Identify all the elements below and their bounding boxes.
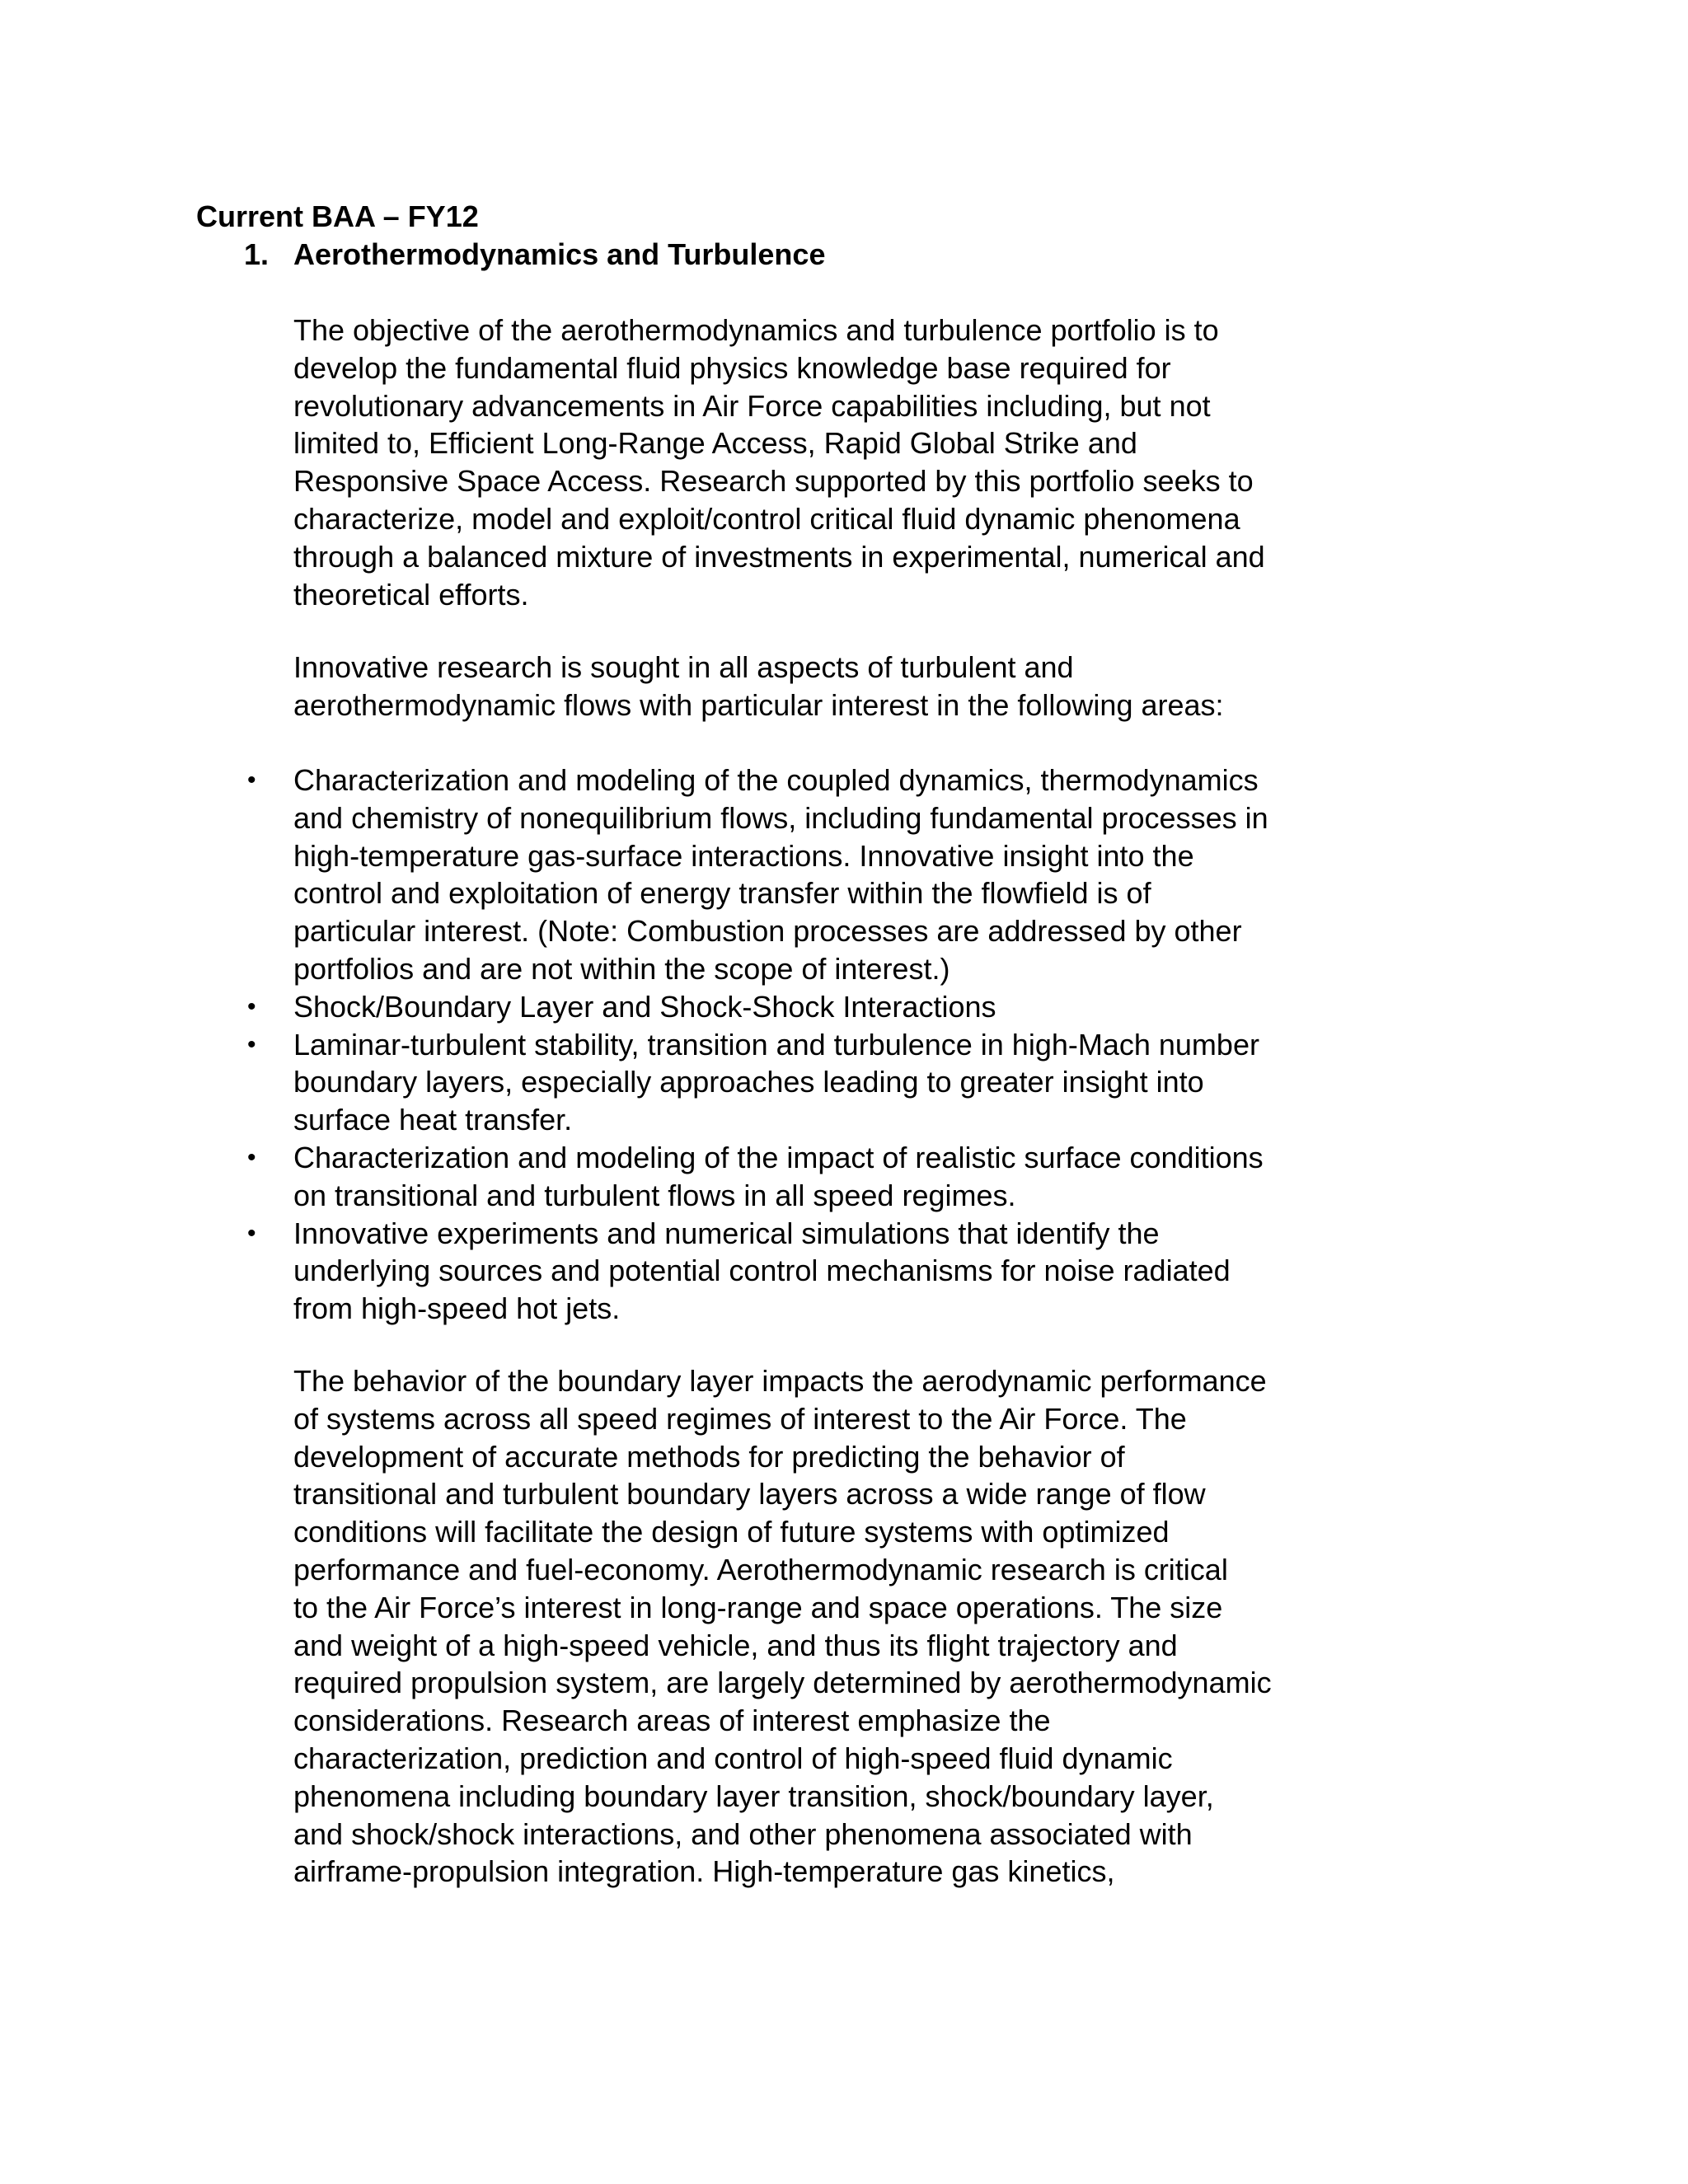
bullet-icon: • (247, 1030, 256, 1058)
document-header: Current BAA – FY12 (196, 199, 479, 233)
boundary-layer-paragraph (293, 1362, 1390, 1891)
list-item-line: portfolios and are not within the scope of interest.) (293, 951, 950, 986)
paragraph-line: considerations. Research areas of interest emphasize the (293, 1704, 1051, 1738)
section-heading (244, 236, 825, 274)
list-item-line: on transitional and turbulent flows in all speed regimes. (293, 1178, 1016, 1212)
list-item (244, 1026, 1398, 1139)
paragraph-line: required propulsion system, are largely determined by aerothermodynamic (293, 1666, 1272, 1700)
paragraph-line: characterization, prediction and control of high-speed fluid dynamic (293, 1741, 1173, 1775)
paragraph-line: The objective of the aerothermodynamics and turbulence portfolio is to (293, 313, 1219, 347)
list-item-line: Characterization and modeling of the impact of realistic surface conditions (293, 1140, 1264, 1174)
bullet-icon: • (247, 1219, 256, 1247)
paragraph-line: and shock/shock interactions, and other phenomena associated with (293, 1816, 1193, 1851)
list-item-line: Laminar-turbulent stability, transition and turbulence in high-Mach number (293, 1027, 1259, 1062)
paragraph-line: of systems across all speed regimes of interest to the Air Force. The (293, 1401, 1187, 1436)
paragraph-line: The behavior of the boundary layer impacts the aerodynamic performance (293, 1364, 1267, 1398)
list-item-line: and chemistry of nonequilibrium flows, including fundamental processes in (293, 800, 1268, 835)
paragraph-line: through a balanced mixture of investments in experimental, numerical and (293, 539, 1265, 574)
paragraph-line: to the Air Force’s interest in long-range and space operations. The size (293, 1590, 1223, 1624)
list-item-line: surface heat transfer. (293, 1103, 573, 1137)
section-title: Aerothermodynamics and Turbulence (293, 237, 826, 271)
paragraph-line: aerothermodynamic flows with particular interest in the following areas: (293, 687, 1224, 722)
bullet-icon: • (247, 1143, 256, 1171)
list-item-line: from high-speed hot jets. (293, 1291, 621, 1326)
paragraph-line: and weight of a high-speed vehicle, and thus its flight trajectory and (293, 1628, 1178, 1662)
list-item-line: Characterization and modeling of the coupled dynamics, thermodynamics (293, 763, 1259, 797)
list-item (244, 1215, 1398, 1328)
list-item-line: boundary layers, especially approaches leading to greater insight into (293, 1065, 1204, 1099)
list-item-line: Shock/Boundary Layer and Shock-Shock Interactions (293, 989, 996, 1024)
paragraph-line: development of accurate methods for predicting the behavior of (293, 1439, 1125, 1474)
paragraph-line: theoretical efforts. (293, 577, 529, 612)
list-item-line: particular interest. (Note: Combustion processes are addressed by other (293, 914, 1242, 949)
paragraph-line: airframe-propulsion integration. High-temperature gas kinetics, (293, 1854, 1115, 1889)
paragraph-line: Responsive Space Access. Research supported by this portfolio seeks to (293, 464, 1254, 499)
list-item (244, 762, 1398, 988)
paragraph-line: revolutionary advancements in Air Force capabilities including, but not (293, 388, 1211, 423)
bullet-icon: • (247, 992, 256, 1020)
paragraph-line: conditions will facilitate the design of future systems with optimized (293, 1515, 1170, 1549)
paragraph-line: develop the fundamental fluid physics knowledge base required for (293, 350, 1171, 385)
list-item-line: high-temperature gas-surface interactions. Innovative insight into the (293, 838, 1194, 873)
objective-paragraph (293, 312, 1390, 613)
paragraph-line: characterize, model and exploit/control critical fluid dynamic phenomena (293, 501, 1240, 536)
interest-areas-list (244, 762, 1398, 1328)
list-item (244, 988, 1398, 1026)
list-item-line: underlying sources and potential control mechanisms for noise radiated (293, 1254, 1231, 1288)
paragraph-line: phenomena including boundary layer transition, shock/boundary layer, (293, 1779, 1214, 1813)
paragraph-line: Innovative research is sought in all aspects of turbulent and (293, 650, 1074, 684)
interest-intro-paragraph (293, 649, 1390, 724)
section-number: 1. (244, 237, 270, 271)
list-item (244, 1139, 1398, 1215)
paragraph-line: transitional and turbulent boundary layers across a wide range of flow (293, 1477, 1206, 1511)
paragraph-line: performance and fuel-economy. Aerothermodynamic research is critical (293, 1552, 1228, 1586)
paragraph-line: limited to, Efficient Long-Range Access, Rapid Global Strike and (293, 426, 1137, 461)
list-item-line: control and exploitation of energy transfer within the flowfield is of (293, 876, 1151, 911)
bullet-icon: • (247, 766, 256, 794)
list-item-line: Innovative experiments and numerical simulations that identify the (293, 1216, 1160, 1250)
